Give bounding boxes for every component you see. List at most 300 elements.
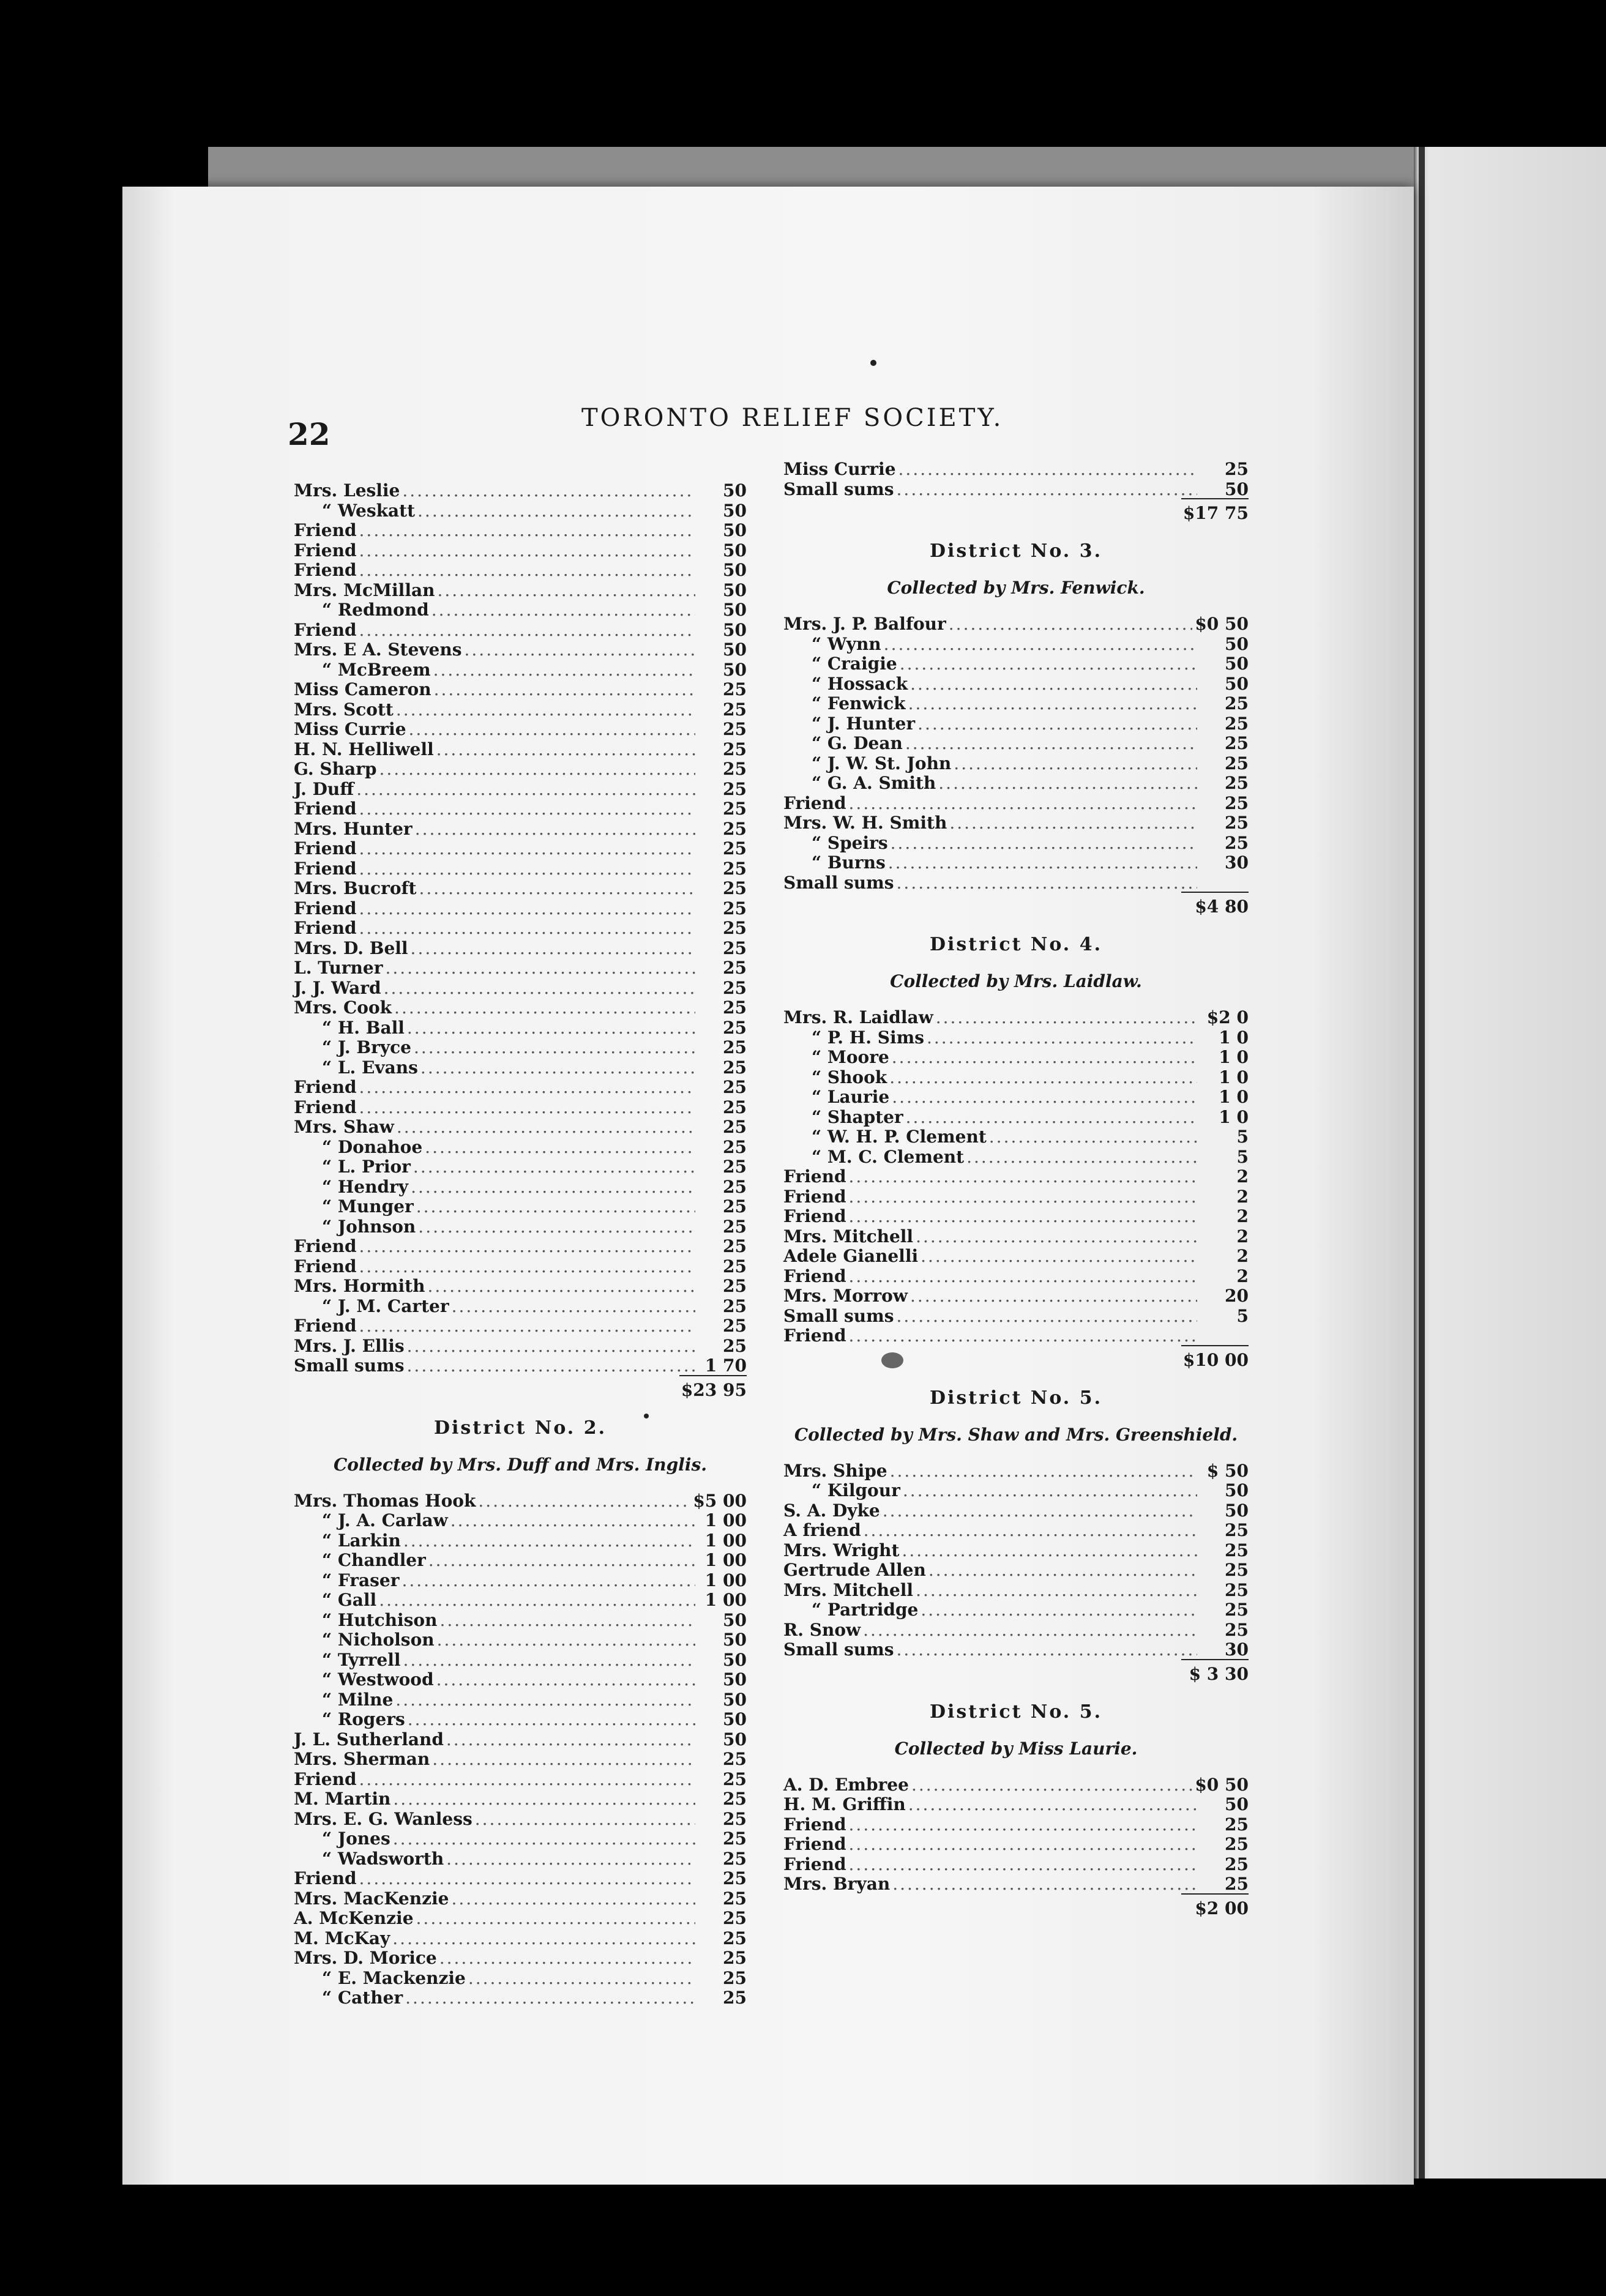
donation-amount: 50 (1225, 654, 1249, 674)
collector-line: Collected by Miss Laurie. (894, 1738, 1138, 1759)
donor-name: “ J. Hunter (812, 713, 916, 734)
ledger-row (783, 693, 1249, 714)
ledger-row (783, 1266, 1249, 1286)
leader-dots (411, 938, 695, 958)
donor-name: Mrs. Cook (294, 997, 392, 1018)
ledger-row (783, 753, 1249, 773)
district-5a-total (783, 1660, 1249, 1684)
ledger-row (294, 978, 747, 998)
donation-amount: 25 (723, 1057, 747, 1078)
donation-amount: 25 (723, 1928, 747, 1948)
donor-name: “ Gall (322, 1590, 377, 1610)
ledger-row (294, 1729, 747, 1750)
leader-dots (437, 580, 695, 600)
donation-amount: 25 (723, 1848, 747, 1869)
donor-name: Friend (783, 1854, 846, 1874)
donor-name: Friend (294, 1077, 357, 1097)
donor-name: Friend (294, 619, 357, 640)
leader-dots (395, 1690, 695, 1710)
leader-dots (359, 540, 695, 561)
donor-name: Small sums (783, 479, 894, 499)
ledger-row (783, 1560, 1249, 1580)
leader-dots (966, 1147, 1197, 1167)
ledger-row (294, 1097, 747, 1117)
ledger-row (294, 1336, 747, 1356)
donor-name: A. McKenzie (294, 1908, 414, 1928)
donation-amount: 50 (723, 560, 747, 580)
donation-amount: 30 (1225, 1639, 1249, 1660)
ledger-row (294, 838, 747, 859)
donor-name: Mrs. Morrow (783, 1286, 908, 1306)
ledger-row (294, 1510, 747, 1530)
donation-amount: 2 (1236, 1186, 1249, 1207)
leader-dots (416, 1908, 695, 1928)
ledger-row (294, 938, 747, 958)
donor-name: M. McKay (294, 1928, 390, 1948)
donation-amount: 25 (723, 1017, 747, 1038)
donation-amount: 50 (723, 1689, 747, 1710)
leader-dots (888, 852, 1197, 873)
left-column (294, 480, 747, 2008)
leader-dots (892, 1874, 1197, 1894)
leader-dots (425, 1137, 695, 1157)
leader-dots (437, 1630, 695, 1650)
donor-name: “ L. Prior (322, 1157, 411, 1177)
donor-name: “ H. Ball (322, 1017, 405, 1038)
ledger-row (294, 1988, 747, 2008)
donor-name: “ P. H. Sims (812, 1027, 924, 1048)
donation-amount: 50 (1225, 633, 1249, 654)
donation-amount: 20 (1225, 1286, 1249, 1306)
donor-name: Mrs. Sherman (294, 1749, 430, 1769)
ledger-row (294, 1018, 747, 1038)
donation-amount: 50 (723, 520, 747, 540)
donor-name: Mrs. Mitchell (783, 1579, 914, 1600)
donation-amount: 1 00 (704, 1570, 747, 1590)
donation-amount: 25 (723, 1967, 747, 1988)
donor-name: “ L. Evans (322, 1057, 418, 1078)
donation-amount: 25 (723, 1948, 747, 1968)
ledger-row (294, 719, 747, 739)
donor-name: Mrs. Scott (294, 699, 394, 720)
leader-dots (359, 1097, 695, 1117)
donor-name: Small sums (294, 1355, 405, 1376)
donation-amount: 30 (1225, 852, 1249, 873)
donation-amount: 25 (723, 679, 747, 699)
ledger-row (294, 1630, 747, 1650)
ledger-row (294, 1888, 747, 1909)
district-1-list (294, 480, 747, 1376)
donation-amount: 25 (1225, 459, 1249, 479)
leader-dots (884, 634, 1197, 654)
scan-speck (644, 1414, 649, 1418)
ledger-row (783, 1874, 1249, 1894)
leader-dots (427, 1276, 695, 1296)
donor-name: “ Shapter (812, 1106, 903, 1127)
donation-amount: 25 (723, 1077, 747, 1097)
donor-name: “ Shook (812, 1067, 887, 1087)
leader-dots (379, 1590, 695, 1610)
donor-name: M. Martin (294, 1789, 391, 1809)
donor-name: “ Donahoe (322, 1136, 423, 1157)
donation-amount: 25 (723, 958, 747, 978)
ledger-row (294, 1849, 747, 1869)
donor-name: “ J. Bryce (322, 1037, 411, 1057)
ledger-row (294, 1256, 747, 1277)
leader-dots (478, 1491, 690, 1511)
ledger-row (294, 1236, 747, 1256)
donation-amount: 25 (1225, 1854, 1249, 1874)
donation-amount: 2 (1236, 1226, 1249, 1247)
donation-amount: $5 00 (693, 1490, 747, 1511)
ledger-row (783, 654, 1249, 674)
leader-dots (849, 1206, 1197, 1226)
leader-dots (849, 1187, 1197, 1207)
donor-name: “ Larkin (322, 1530, 401, 1551)
ledger-row (294, 1316, 747, 1336)
donor-name: “ Hutchison (322, 1609, 438, 1630)
donor-name: Friend (294, 898, 357, 919)
leader-dots (416, 1196, 695, 1217)
leader-dots (446, 1849, 695, 1869)
donor-name: Mrs. Bryan (783, 1874, 891, 1894)
leader-dots (906, 1107, 1197, 1127)
ledger-row (783, 1206, 1249, 1226)
ledger-row (294, 1669, 747, 1690)
leader-dots (439, 1948, 695, 1968)
leader-dots (359, 859, 695, 879)
donor-name: Mrs. J. Ellis (294, 1335, 405, 1356)
donor-name: “ Fraser (322, 1570, 400, 1590)
donation-amount: 25 (723, 878, 747, 898)
district-heading: District No. 2. (433, 1417, 607, 1439)
donation-amount: 50 (723, 540, 747, 561)
donor-name: Mrs. Hunter (294, 818, 413, 839)
ledger-row (294, 898, 747, 919)
donor-name: J. L. Sutherland (294, 1729, 444, 1750)
leader-dots (897, 1639, 1197, 1660)
leader-dots (402, 1570, 695, 1590)
donation-amount: 25 (1225, 813, 1249, 833)
ledger-row (294, 918, 747, 938)
leader-dots (892, 1047, 1197, 1067)
donor-name: “ G. A. Smith (812, 773, 936, 793)
leader-dots (917, 714, 1197, 734)
donor-name: Friend (783, 792, 846, 813)
donor-name: Small sums (783, 872, 894, 893)
donation-amount: 25 (723, 1828, 747, 1849)
donor-name: Friend (294, 858, 357, 879)
donor-name: L. Turner (294, 958, 383, 978)
leader-dots (359, 799, 695, 819)
donation-amount: 25 (723, 838, 747, 859)
donation-amount: 25 (723, 1196, 747, 1217)
ledger-row (783, 1087, 1249, 1107)
leader-dots (949, 813, 1197, 833)
donation-amount: 25 (1225, 733, 1249, 753)
donation-amount: 25 (723, 1295, 747, 1316)
ledger-row (294, 1570, 747, 1590)
donation-amount: 50 (1225, 479, 1249, 499)
donation-amount: 1 0 (1219, 1106, 1249, 1127)
ledger-row (294, 600, 747, 620)
donation-amount: 25 (1225, 753, 1249, 773)
donation-amount: 50 (723, 500, 747, 521)
donor-name: Mrs. E. G. Wanless (294, 1808, 472, 1829)
donation-amount: 50 (1225, 1480, 1249, 1500)
ledger-row (783, 1600, 1249, 1620)
leader-dots (359, 918, 695, 938)
collector-line: Collected by Mrs. Fenwick. (887, 578, 1145, 598)
donor-name: Mrs. Leslie (294, 480, 400, 501)
leader-dots (849, 1834, 1197, 1854)
donation-amount: 50 (723, 600, 747, 620)
donor-name: Friend (294, 799, 357, 819)
district-5b-total (783, 1894, 1249, 1918)
total-value: $10 00 (1181, 1345, 1249, 1370)
ledger-row (783, 674, 1249, 694)
donation-amount: 25 (723, 858, 747, 879)
donor-name: Friend (783, 1186, 846, 1207)
leader-dots (359, 1868, 695, 1888)
ledger-row (294, 1868, 747, 1888)
leader-dots (379, 759, 695, 779)
donation-amount: 25 (723, 918, 747, 938)
ledger-row (294, 1789, 747, 1809)
donation-amount: 25 (723, 1988, 747, 2008)
donor-name: “ Nicholson (322, 1630, 435, 1650)
donation-amount: 25 (1225, 693, 1249, 714)
ledger-row (783, 852, 1249, 873)
ledger-row (294, 1276, 747, 1296)
donor-name: Mrs. Thomas Hook (294, 1490, 476, 1511)
leader-dots (864, 1520, 1197, 1540)
ledger-row (294, 1296, 747, 1316)
leader-dots (407, 1355, 695, 1376)
donation-amount: 25 (1225, 1600, 1249, 1620)
leader-dots (928, 1560, 1197, 1580)
ledger-row (294, 679, 747, 699)
leader-dots (916, 1226, 1197, 1247)
ledger-row (783, 1794, 1249, 1814)
donation-amount: $2 0 (1206, 1007, 1249, 1027)
ledger-row (783, 1620, 1249, 1640)
donor-name: Mrs. Bucroft (294, 878, 417, 898)
donation-amount: 1 00 (704, 1530, 747, 1551)
ledger-row (783, 1187, 1249, 1207)
ledger-row (294, 1749, 747, 1769)
ledger-row (294, 1948, 747, 1968)
donor-name: Mrs. Wright (783, 1540, 900, 1560)
donor-name: “ Milne (322, 1689, 394, 1710)
donor-name: Mrs. D. Morice (294, 1948, 437, 1968)
leader-dots (849, 1266, 1197, 1286)
donor-name: “ Jones (322, 1828, 390, 1849)
ledger-row (294, 1650, 747, 1670)
ledger-row (294, 1550, 747, 1570)
donor-name: “ Kilgour (812, 1480, 900, 1500)
district-3-list (783, 614, 1249, 892)
ledger-row (783, 1306, 1249, 1326)
donor-name: “ Munger (322, 1196, 414, 1217)
leader-dots (903, 1480, 1197, 1500)
leader-dots (359, 1256, 695, 1277)
ledger-row (783, 833, 1249, 853)
donor-name: A friend (783, 1520, 861, 1540)
leader-dots (849, 1325, 1197, 1346)
ledger-row (294, 1196, 747, 1217)
leader-dots (409, 719, 695, 739)
ledger-row (783, 714, 1249, 734)
leader-dots (863, 1620, 1197, 1640)
leader-dots (431, 600, 695, 620)
ledger-row (294, 1217, 747, 1237)
ledger-row (783, 1147, 1249, 1167)
donation-amount: 5 (1236, 1305, 1249, 1326)
leader-dots (397, 1117, 695, 1137)
leader-dots (883, 1500, 1197, 1521)
leader-dots (411, 1177, 695, 1197)
donation-amount: 25 (723, 1157, 747, 1177)
district-heading: District No. 5. (929, 1701, 1103, 1723)
leader-dots (403, 1650, 695, 1670)
scan-edge-top (208, 147, 1606, 190)
donor-name: R. Snow (783, 1619, 861, 1640)
right-column (783, 459, 1249, 1918)
donor-name: “ Weskatt (322, 500, 416, 521)
donation-amount: 50 (723, 639, 747, 660)
ledger-row (783, 459, 1249, 479)
ledger-row (294, 1809, 747, 1829)
leader-dots (436, 739, 695, 759)
leader-dots (359, 560, 695, 580)
leader-dots (475, 1809, 695, 1829)
donor-name: “ Johnson (322, 1216, 416, 1237)
continuation-list (783, 459, 1249, 499)
donor-name: Friend (783, 1834, 846, 1854)
ledger-row (294, 1157, 747, 1177)
donation-amount: 25 (723, 1316, 747, 1336)
donor-name: “ Speirs (812, 832, 888, 853)
ledger-row (294, 1530, 747, 1551)
donor-name: Gertrude Allen (783, 1560, 926, 1580)
total-value: $17 75 (1181, 498, 1249, 523)
donor-name: Miss Cameron (294, 679, 431, 699)
ledger-row (294, 1690, 747, 1710)
facing-page (1414, 147, 1606, 2179)
donor-name: Mrs. MacKenzie (294, 1888, 449, 1909)
leader-dots (359, 1236, 695, 1256)
ledger-row (294, 1709, 747, 1729)
donor-name: Friend (294, 560, 357, 580)
collector-line: Collected by Mrs. Laidlaw. (890, 971, 1142, 991)
donation-amount: 1 00 (704, 1550, 747, 1570)
leader-dots (938, 773, 1197, 793)
donor-name: “ Rogers (322, 1709, 405, 1729)
donation-amount: 50 (723, 1729, 747, 1750)
ledger-row (783, 1286, 1249, 1306)
donation-amount: 25 (723, 1335, 747, 1356)
ledger-row (783, 1027, 1249, 1048)
ledger-row (783, 634, 1249, 654)
donor-name: Mrs. Shaw (294, 1117, 394, 1137)
leader-dots (897, 479, 1197, 499)
leader-dots (452, 1296, 695, 1316)
donor-name: Miss Currie (294, 719, 406, 739)
donation-amount: 1 0 (1219, 1087, 1249, 1107)
donation-amount: 25 (723, 1037, 747, 1057)
donor-name: “ J. M. Carter (322, 1295, 449, 1316)
ledger-row (294, 1610, 747, 1630)
leader-dots (392, 1928, 695, 1948)
donor-name: “ Chandler (322, 1550, 426, 1570)
donor-name: “ J. A. Carlaw (322, 1510, 448, 1530)
ledger-row (294, 1057, 747, 1078)
donation-amount: $0 50 (1195, 614, 1249, 634)
leader-dots (434, 679, 695, 699)
donation-amount: 50 (723, 1669, 747, 1690)
donation-amount: 25 (723, 699, 747, 720)
district-1-total (294, 1376, 747, 1400)
donation-amount: 25 (1225, 1520, 1249, 1540)
donation-amount: 25 (723, 818, 747, 839)
ledger-row (783, 733, 1249, 753)
leader-dots (393, 1828, 695, 1849)
leader-dots (405, 1988, 695, 2008)
donor-name: G. Sharp (294, 759, 377, 779)
ledger-row (294, 560, 747, 580)
donation-amount: 25 (723, 1789, 747, 1809)
donor-name: H. N. Helliwell (294, 739, 434, 759)
donor-name: “ Wadsworth (322, 1848, 444, 1869)
ledger-row (783, 1325, 1249, 1346)
donor-name: Mrs. E A. Stevens (294, 639, 462, 660)
ink-blot (881, 1352, 903, 1368)
donor-name: Friend (294, 1316, 357, 1336)
donation-amount: 25 (1225, 1814, 1249, 1835)
donation-amount: 50 (723, 1609, 747, 1630)
leader-dots (927, 1027, 1197, 1048)
leader-dots (385, 958, 695, 978)
ledger-row (783, 614, 1249, 634)
leader-dots (468, 1968, 695, 1988)
ledger-row (783, 1639, 1249, 1660)
ledger-row (294, 540, 747, 561)
leader-dots (936, 1007, 1197, 1027)
donor-name: Friend (294, 1769, 357, 1789)
ledger-row (294, 1968, 747, 1988)
donation-amount: 2 (1236, 1166, 1249, 1187)
leader-dots (910, 1286, 1197, 1306)
donation-amount: 1 0 (1219, 1047, 1249, 1067)
donation-amount: 2 (1236, 1246, 1249, 1266)
donation-amount: 25 (723, 1808, 747, 1829)
total-value: $2 00 (1181, 1893, 1249, 1918)
ledger-row (294, 1828, 747, 1849)
leader-dots (417, 501, 695, 521)
donation-amount: 25 (723, 799, 747, 819)
leader-dots (359, 838, 695, 859)
leader-dots (359, 898, 695, 919)
leader-dots (419, 878, 695, 898)
donation-amount: 25 (723, 1908, 747, 1928)
leader-dots (911, 1775, 1192, 1795)
donor-name: Friend (294, 540, 357, 561)
leader-dots (413, 1157, 695, 1177)
ledger-row (783, 1500, 1249, 1521)
donation-amount: 50 (1225, 1794, 1249, 1814)
donor-name: Friend (783, 1814, 846, 1835)
